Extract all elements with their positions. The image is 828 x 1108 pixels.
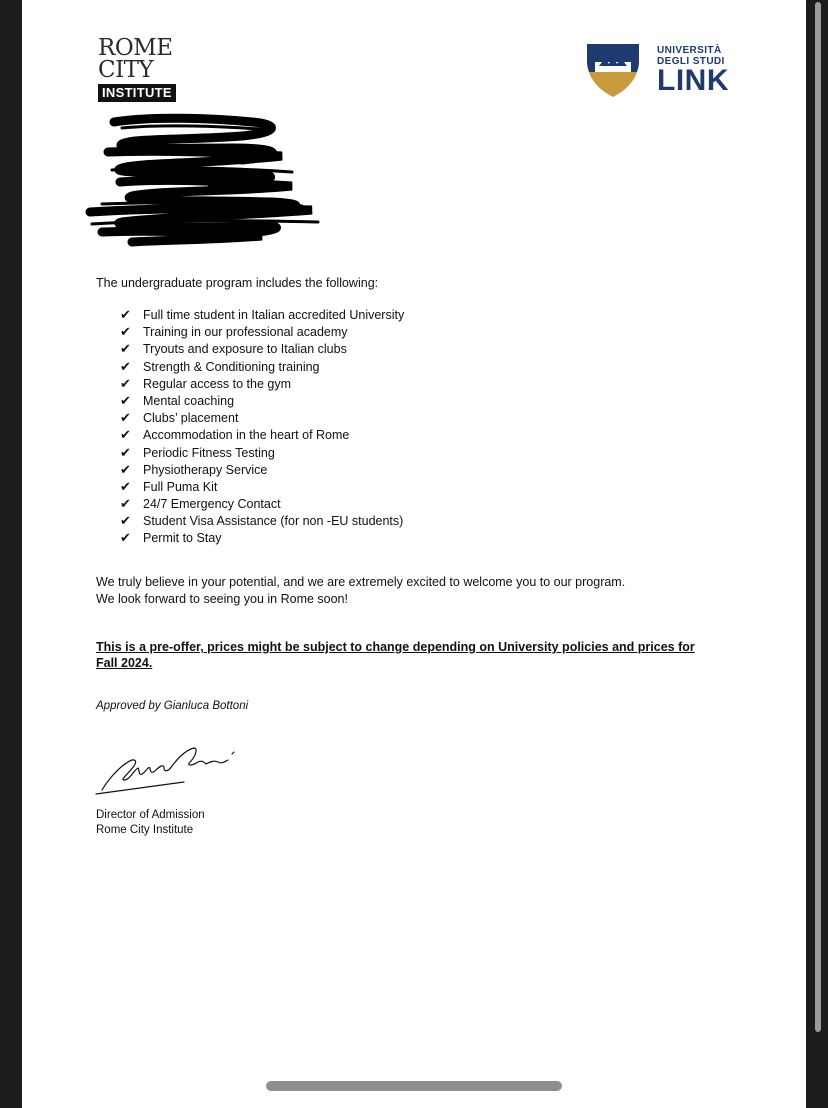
document-page: [22, 0, 806, 1108]
checkmark-icon: ✔: [120, 497, 131, 513]
list-item: ✔ Regular access to the gym: [120, 376, 291, 392]
closing-paragraph: [96, 574, 625, 608]
logo-badge-institute: INSTITUTE: [98, 84, 176, 102]
link-logo-wordmark: LINK: [657, 64, 729, 97]
checkmark-icon: ✔: [120, 462, 131, 478]
closing-line-2: We look forward to seeing you in Rome soon!: [96, 592, 348, 606]
list-item: ✔ Training in our professional academy: [120, 325, 348, 341]
signature-icon: [94, 740, 244, 800]
list-item: ✔ Physiotherapy Service: [120, 462, 268, 478]
list-item: ✔ Mental coaching: [120, 393, 235, 409]
checkmark-icon: ✔: [120, 376, 131, 392]
list-item: ✔ Accommodation in the heart of Rome: [120, 428, 350, 444]
program-intro: The undergraduate program includes the following:: [96, 276, 379, 290]
link-university-logo: [585, 42, 735, 100]
pre-offer-notice: This is a pre-offer, prices might be subject to change depending on University policies and prices for Fall 2024.: [96, 640, 695, 670]
link-shield-icon: [585, 42, 641, 98]
checkmark-icon: ✔: [120, 411, 131, 427]
checkmark-icon: ✔: [120, 342, 131, 358]
checkmark-icon: ✔: [120, 445, 131, 461]
signatory-title: Director of Admission: [96, 809, 205, 821]
vertical-scrollbar[interactable]: [815, 2, 821, 1032]
checkmark-icon: ✔: [120, 325, 131, 341]
checkmark-icon: ✔: [120, 393, 131, 409]
checkmark-icon: ✔: [120, 479, 131, 495]
list-item: ✔ Periodic Fitness Testing: [120, 445, 275, 461]
list-item: ✔ Clubs’ placement: [120, 411, 239, 427]
checkmark-icon: ✔: [120, 359, 131, 375]
list-item: ✔ 24/7 Emergency Contact: [120, 497, 281, 513]
list-item: ✔ Full time student in Italian accredited University: [120, 308, 405, 323]
link-logo-small-text: UNIVERSITÀ DEGLI STUDI: [657, 45, 725, 67]
approved-by: Approved by Gianluca Bottoni: [96, 700, 249, 712]
signatory-block: [96, 808, 205, 838]
logo-line-rome: ROME: [98, 35, 173, 61]
closing-line-1: We truly believe in your potential, and we are extremely excited to welcome you to our program.: [96, 575, 626, 589]
checkmark-icon: ✔: [120, 308, 131, 323]
list-item: ✔ Permit to Stay: [120, 531, 222, 547]
checkmark-icon: ✔: [120, 531, 131, 547]
logo-line-city: CITY: [98, 57, 154, 83]
checkmark-icon: ✔: [120, 428, 131, 444]
list-item: ✔ Strength & Conditioning training: [120, 359, 320, 375]
list-item: ✔ Full Puma Kit: [120, 479, 218, 495]
list-item: ✔ Tryouts and exposure to Italian clubs: [120, 342, 347, 358]
rome-city-institute-logo: [98, 37, 188, 102]
home-indicator[interactable]: [266, 1081, 562, 1091]
signatory-organization: Rome City Institute: [96, 824, 194, 836]
checkmark-icon: ✔: [120, 514, 131, 530]
program-features-list: [120, 307, 404, 548]
redacted-address-block: [62, 112, 322, 252]
list-item: ✔ Student Visa Assistance (for non -EU students): [120, 514, 404, 530]
